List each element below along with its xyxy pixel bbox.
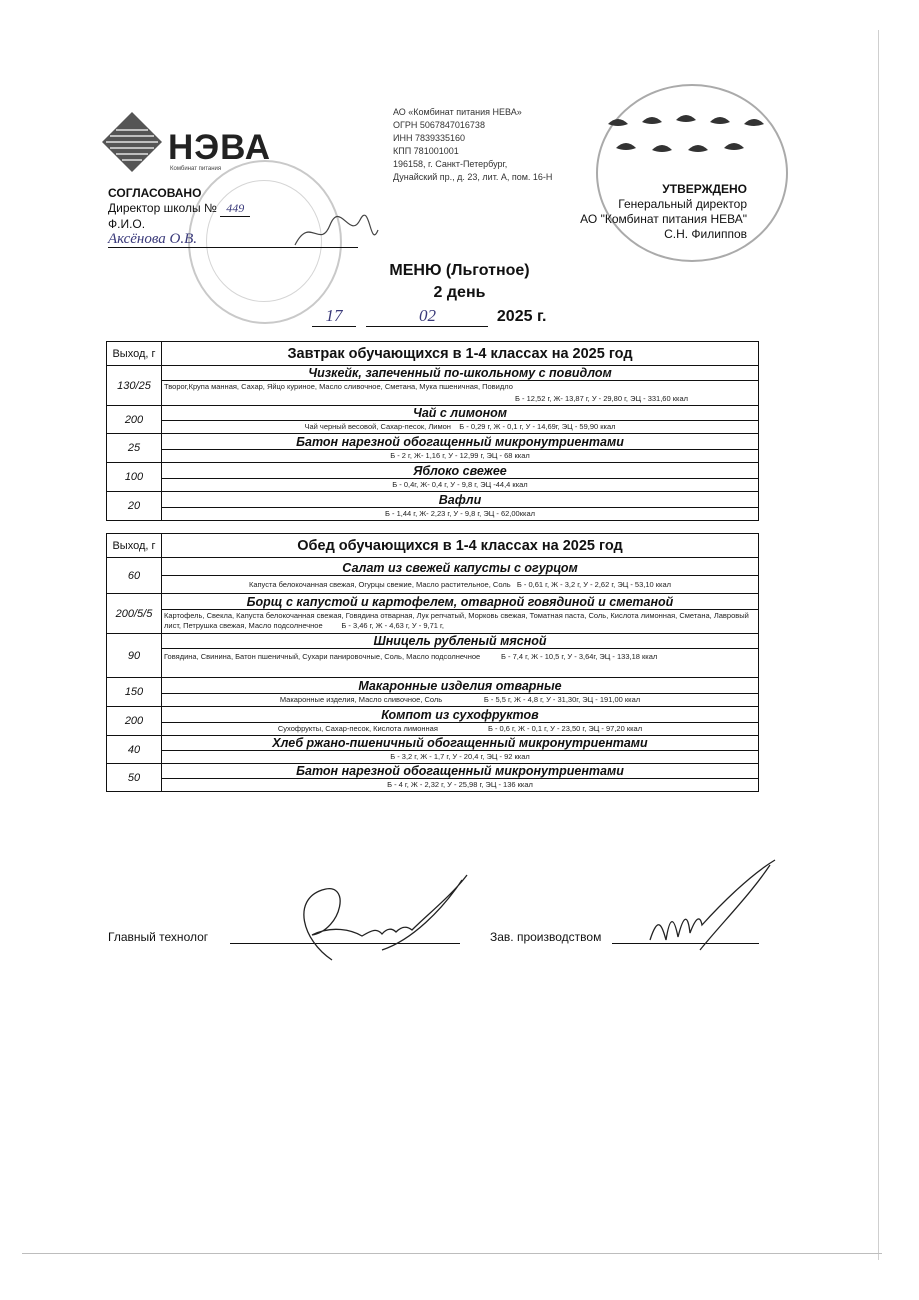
company-inn: ИНН 7839335160 [393,133,466,143]
dish-weight: 200 [107,707,162,736]
approved-right-heading: УТВЕРЖДЕНО [662,182,747,196]
dish-name: Шницель рубленый мясной [162,634,758,649]
dish-weight: 50 [107,764,162,792]
dish-ingredients-nutrition [162,694,758,706]
dish-ingredients-nutrition [162,723,758,735]
approver-position: Генеральный директор [618,197,747,211]
dish-nutrition: Б - 5,5 г, Ж - 4,8 г, У - 31,30г, ЭЦ - 191,00 ккал [483,694,641,704]
dish-weight: 100 [107,463,162,492]
company-ogrn: ОГРН 5067847016738 [393,120,485,130]
neva-logo-icon [100,110,164,174]
dish-ingredients: Говядина, Свинина, Батон пшеничный, Сухари панировочные, Соль, Масло подсолнечное [164,652,481,661]
company-stamp-waves-icon [596,110,784,170]
fio-label: Ф.И.О. [108,217,146,231]
table-row [107,736,759,764]
menu-title: МЕНЮ (Льготное) [389,262,530,279]
dish-weight: 40 [107,736,162,764]
dish-name: Чай с лимоном [162,406,758,421]
scan-edge-right [878,30,879,1260]
table-row [107,366,759,406]
table-row [107,434,759,463]
dish-ingredients-nutrition [162,610,758,632]
table-row [107,678,759,707]
company-address-1: 196158, г. Санкт-Петербург, [393,159,508,169]
dish-nutrition: Б - 0,6 г, Ж - 0,1 г, У - 23,50 г, ЭЦ - 97,20 ккал [487,723,643,733]
production-head-label: Зав. производством [490,930,602,944]
company-details [393,106,552,184]
lunch-header: Обед обучающихся в 1-4 классах на 2025 год [162,534,759,558]
approved-right [540,182,747,242]
dish-ingredients-nutrition [162,421,758,433]
dish-weight: 200 [107,406,162,434]
table-row [107,492,759,521]
table-row [107,594,759,634]
dish-name: Салат из свежей капусты с огурцом [162,561,758,576]
dish-nutrition: Б - 3,2 г, Ж - 1,7 г, У - 20,4 г, ЭЦ - 92 ккал [390,752,530,761]
dish-ingredients: Творог,Крупа манная, Сахар, Яйцо куриное, Масло сливочное, Сметана, Мука пшеничная, Повидло [164,382,513,391]
dish-name: Хлеб ржано-пшеничный обогащенный микронутриентами [162,736,758,751]
dish-name: Макаронные изделия отварные [162,679,758,694]
dish-nutrition: Б - 0,29 г, Ж - 0,1 г, У - 14,69г, ЭЦ - 59,90 ккал [459,422,616,431]
dish-weight: 60 [107,558,162,594]
table-row [107,558,759,594]
dish-weight: 20 [107,492,162,521]
dish-ingredients: Сухофрукты, Сахар-песок, Кислота лимонная [277,723,438,733]
breakfast-header-row [107,342,759,366]
dish-nutrition: Б - 0,61 г, Ж - 3,2 г, У - 2,62 г, ЭЦ - 53,10 ккал [516,579,672,589]
dish-name: Борщ с капустой и картофелем, отварной говядиной и сметаной [162,595,758,610]
dish-nutrition: Б - 2 г, Ж- 1,16 г, У - 12,99 г, ЭЦ - 68 ккал [390,450,530,460]
dish-ingredients: Макаронные изделия, Масло сливочное, Соль [279,694,443,704]
dish-ingredients-nutrition [162,649,758,663]
breakfast-table [106,341,759,521]
dish-nutrition: Б - 12,52 г, Ж- 13,87 г, У - 29,80 г, ЭЦ - 331,60 ккал [515,394,688,403]
table-row [107,764,759,792]
breakfast-weight-header: Выход, г [107,342,162,366]
scan-edge-bottom [22,1253,882,1254]
logo-subtitle: Комбинат питания [170,166,222,172]
dish-ingredients-nutrition [162,576,758,591]
director-label: Директор школы № [108,201,217,215]
dish-name: Батон нарезной обогащенный микронутриентами [162,435,758,450]
chief-technologist-label: Главный технолог [108,930,209,944]
table-row [107,463,759,492]
dish-name: Вафли [162,493,758,508]
dish-ingredients: Картофель, Свекла, Капуста белокочанная свежая, Говядина отварная, Лук репчатый, Морковь свежая, Томатная паста, Соль, Кислота лимонная, Сметана, Лавровый лист, Петрушка свежая, Масло подсолнечное [164,611,749,630]
dish-name: Чизкейк, запеченный по-школьному с повидлом [162,366,758,381]
company-kpp: КПП 781001001 [393,146,459,156]
dish-nutrition: Б - 0,4г, Ж- 0,4 г, У - 9,8 г, ЭЦ -44,4 ккал [392,479,528,489]
dish-ingredients: Чай черный весовой, Сахар-песок, Лимон [304,422,451,431]
director-name-handwritten: Аксёнова О.В. [108,232,358,248]
lunch-table [106,533,759,792]
dish-ingredients: Капуста белокочанная свежая, Огурцы свежие, Масло растительное, Соль [248,579,511,589]
date-day: 17 [312,306,356,327]
menu-day: 2 день [433,284,486,301]
lunch-weight-header: Выход, г [107,534,162,558]
dish-name: Яблоко свежее [162,464,758,479]
dish-nutrition: Б - 7,4 г, Ж - 10,5 г, У - 3,64г, ЭЦ - 133,18 ккал [501,652,658,661]
lunch-header-row [107,534,759,558]
date-year: 2025 г. [496,308,547,325]
menu-date [312,306,546,327]
approved-left-heading: СОГЛАСОВАНО [108,186,202,200]
table-row [107,406,759,434]
school-number: 449 [220,201,250,217]
dish-nutrition: Б - 1,44 г, Ж- 2,23 г, У - 9,8 г, ЭЦ - 62,00ккал [384,508,535,518]
dish-name: Батон нарезной обогащенный микронутриентами [162,764,758,779]
director-signature-icon [290,210,380,255]
company-name: АО «Комбинат питания НЕВА» [393,107,522,117]
table-row [107,707,759,736]
logo-wordmark: НЭВА [168,128,271,167]
approver-company: АО "Комбинат питания НЕВА" [580,212,747,226]
dish-weight: 90 [107,634,162,678]
table-row [107,634,759,678]
dish-nutrition: Б - 4 г, Ж - 2,32 г, У - 25,98 г, ЭЦ - 136 ккал [387,780,533,789]
dish-name: Компот из сухофруктов [162,708,758,723]
dish-weight: 150 [107,678,162,707]
production-head-signature-icon [640,855,780,955]
breakfast-header: Завтрак обучающихся в 1-4 классах на 2025 год [162,342,759,366]
date-month: 02 [366,306,488,327]
dish-weight: 130/25 [107,366,162,406]
approver-name: С.Н. Филиппов [664,227,747,241]
company-address-2: Дунайский пр., д. 23, лит. А, пом. 16-Н [393,172,553,182]
dish-nutrition: Б - 3,46 г, Ж - 4,63 г, У - 9,71 г, [341,621,444,630]
dish-weight: 200/5/5 [107,594,162,634]
dish-weight: 25 [107,434,162,463]
chief-technologist-signature-icon [262,870,472,970]
